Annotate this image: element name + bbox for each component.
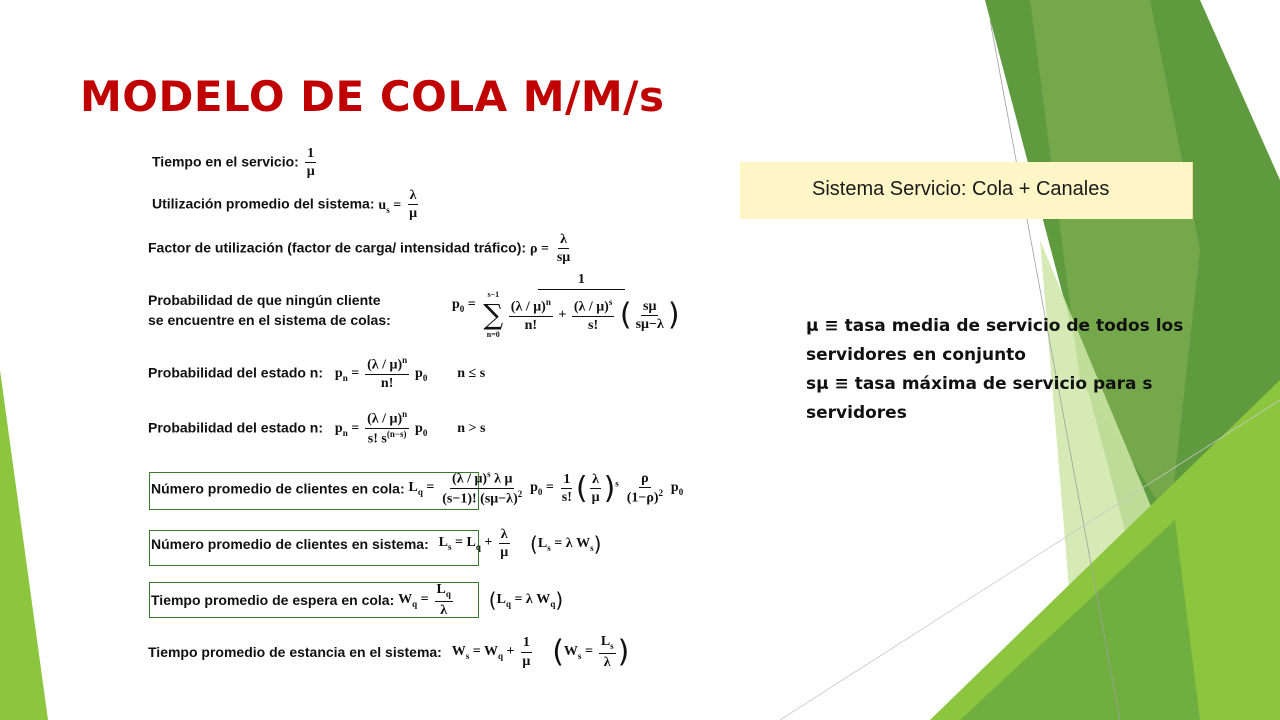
page-title: MODELO DE COLA M/M/s <box>80 72 665 121</box>
formula-avg-clients-queue: Número promedio de clientes en cola: $L_q$ = $\frac{(\lambda / \mu)^s \lambda \mu}{(s-1)! (s\mu-\lambda)^2}$ $p_0$ = $\frac{1}{s!}$ ( $\frac{\lambda}{\mu}$ )$^s$ $\frac{\rho}{(1-\rho)^2}$ $p_0$ <box>151 469 684 507</box>
description-block <box>806 312 1226 428</box>
formula-state-prob-2: Probabilidad del estado n: $p_n$ = $\frac{(\lambda / \mu)^n}{s! s^{(n-s)}}$ $p_0$ n > s <box>148 409 486 447</box>
description-line: sμ ≡ tasa máxima de servicio para s servidores <box>806 374 1153 423</box>
formula-label: Número promedio de clientes en cola: <box>151 480 405 497</box>
formula-condition: n > s <box>457 421 486 437</box>
formula-p0: $p_0$ = 1 s−1 ∑ n=0 $\frac{(\lambda / \mu)^n}{n!}$ + $\frac{(\lambda / \mu)^s}{s!}$ ( $\frac{s\mu}{s\mu-\lambda}$ ) <box>452 272 680 339</box>
formula-label: Factor de utilización (factor de carga/ intensidad tráfico): <box>148 239 527 256</box>
callout-box <box>740 162 1193 219</box>
formula-label: se encuentre en el sistema de colas: <box>148 312 391 328</box>
formula-label: Utilización promedio del sistema: <box>152 195 375 212</box>
formula-condition: n ≤ s <box>457 366 486 382</box>
formula-label: Probabilidad del estado n: <box>148 419 324 436</box>
formula-utilization-factor: Factor de utilización (factor de carga/ intensidad tráfico): ρ = $\frac{\lambda}{s\mu}$ <box>148 232 571 266</box>
formula-label: Tiempo promedio de espera en cola: <box>151 592 395 609</box>
formula-label: Tiempo promedio de estancia en el sistema: <box>148 644 442 661</box>
formula-avg-utilization: Utilización promedio del sistema: $u_s$ = $\frac{\lambda}{\mu}$ <box>152 188 418 222</box>
bg-shape-left <box>0 370 48 720</box>
formula-label: Probabilidad de que ningún cliente <box>148 292 381 308</box>
formula-label: Número promedio de clientes en sistema: <box>151 535 429 552</box>
formula-avg-clients-system: Número promedio de clientes en sistema: $L_s = L_q$ + $\frac{\lambda}{\mu}$ ($L_s = \lambda$ $W_s$) <box>151 527 602 561</box>
formula-avg-time-system: Tiempo promedio de estancia en el sistema: $W_s = W_q$ + $\frac{1}{\mu}$ ($W_s$ = $\frac{L_s}{\lambda}$ ) <box>148 634 630 670</box>
formula-state-prob-1: Probabilidad del estado n: $p_n$ = $\frac{(\lambda / \mu)^n}{n!}$ $p_0$ n ≤ s <box>148 355 486 392</box>
formula-avg-wait-queue: Tiempo promedio de espera en cola: $W_q$ = $\frac{L_q}{\lambda}$ ($L_q = \lambda$ $W_q$) <box>151 582 564 618</box>
formula-service-time: Tiempo en el servicio: $\frac{1}{\mu}$ <box>152 146 315 180</box>
formula-p0-label <box>148 290 391 330</box>
formula-label: Probabilidad del estado n: <box>148 364 324 381</box>
callout-text: Sistema Servicio: Cola + Canales <box>812 178 1110 200</box>
description-line: μ ≡ tasa media de servicio de todos los servidores en conjunto <box>806 316 1184 365</box>
formula-label: Tiempo en el servicio: <box>152 153 299 170</box>
